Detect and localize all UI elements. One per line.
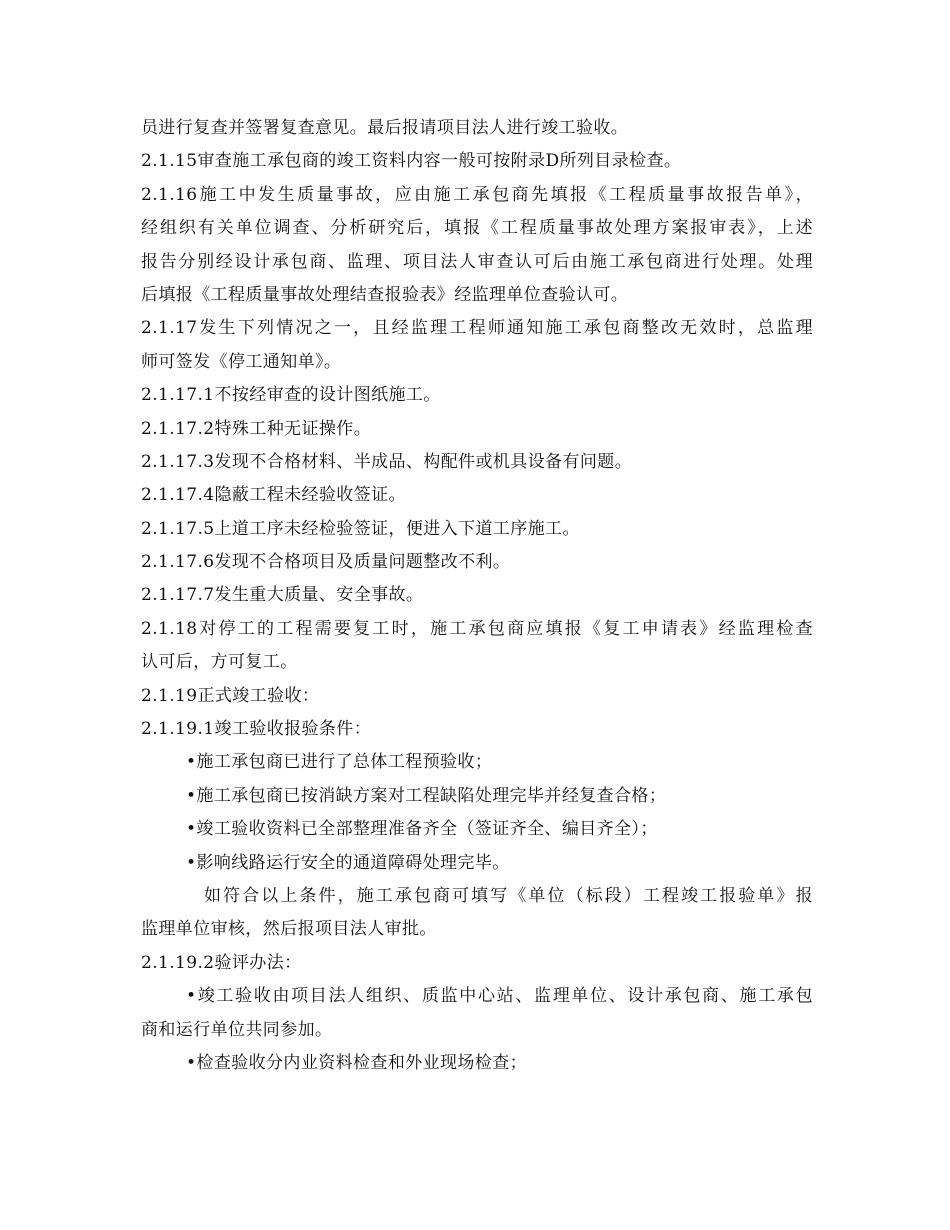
text-line: 2.1.18对停工的工程需要复工时，施工承包商应填报《复工申请表》经监理检查 xyxy=(141,618,813,639)
text-line: 如符合以上条件，施工承包商可填写《单位（标段）工程竣工报验单》报 xyxy=(204,885,813,906)
text-line: 2.1.19正式竣工验收： xyxy=(141,685,320,706)
text-line: 2.1.19.1竣工验收报验条件： xyxy=(141,719,372,740)
bullet-line: •影响线路运行安全的通道障碍处理完毕。 xyxy=(186,852,510,873)
text-line: 2.1.16施工中发生质量事故，应由施工承包商先填报《工程质量事故报告单》， xyxy=(141,184,813,205)
text-line: 2.1.17发生下列情况之一，且经监理工程师通知施工承包商整改无效时，总监理 xyxy=(141,318,813,339)
text-line: 监理单位审核，然后报项目法人审批。 xyxy=(141,919,437,940)
text-line: 师可签发《停工通知单》。 xyxy=(141,351,342,372)
text-line: 商和运行单位共同参加。 xyxy=(141,1019,333,1040)
text-line: 2.1.17.5上道工序未经检验签证，便进入下道工序施工。 xyxy=(141,518,580,539)
text-line: 报告分别经设计承包商、监理、项目法人审查认可后由施工承包商进行处理。处理 xyxy=(141,251,813,272)
bullet-line: •竣工验收资料已全部整理准备齐全（签证齐全、编目齐全）； xyxy=(186,819,658,840)
text-line: 2.1.17.4隐蔽工程未经验收签证。 xyxy=(141,485,406,506)
bullet-line: •施工承包商已进行了总体工程预验收； xyxy=(186,752,493,773)
text-line: 2.1.15审查施工承包商的竣工资料内容一般可按附录D所列目录检查。 xyxy=(141,151,682,172)
text-line: 员进行复查并签署复查意见。最后报请项目法人进行竣工验收。 xyxy=(141,118,629,138)
text-line: 后填报《工程质量事故处理结查报验表》经监理单位查验认可。 xyxy=(141,284,629,305)
text-line: 经组织有关单位调查、分析研究后，填报《工程质量事故处理方案报审表》，上述 xyxy=(141,218,813,239)
text-line: 2.1.17.7发生重大质量、安全事故。 xyxy=(141,585,424,606)
text-line: 2.1.19.2验评办法： xyxy=(141,952,302,973)
bullet-line: •施工承包商已按消缺方案对工程缺陷处理完毕并经复查合格； xyxy=(186,785,667,806)
text-line: 2.1.17.6发现不合格项目及质量问题整改不利。 xyxy=(141,552,511,573)
text-line: 2.1.17.3发现不合格材料、半成品、构配件或机具设备有问题。 xyxy=(141,451,633,472)
bullet-line: •竣工验收由项目法人组织、质监中心站、监理单位、设计承包商、施工承包 xyxy=(186,986,813,1007)
text-line: 2.1.17.1不按经审查的设计图纸施工。 xyxy=(141,385,441,406)
text-line: 2.1.17.2特殊工种无证操作。 xyxy=(141,418,372,439)
text-line: 认可后，方可复工。 xyxy=(141,652,298,673)
document-body xyxy=(141,112,813,1080)
bullet-line: •检查验收分内业资料检查和外业现场检查； xyxy=(186,1052,528,1073)
